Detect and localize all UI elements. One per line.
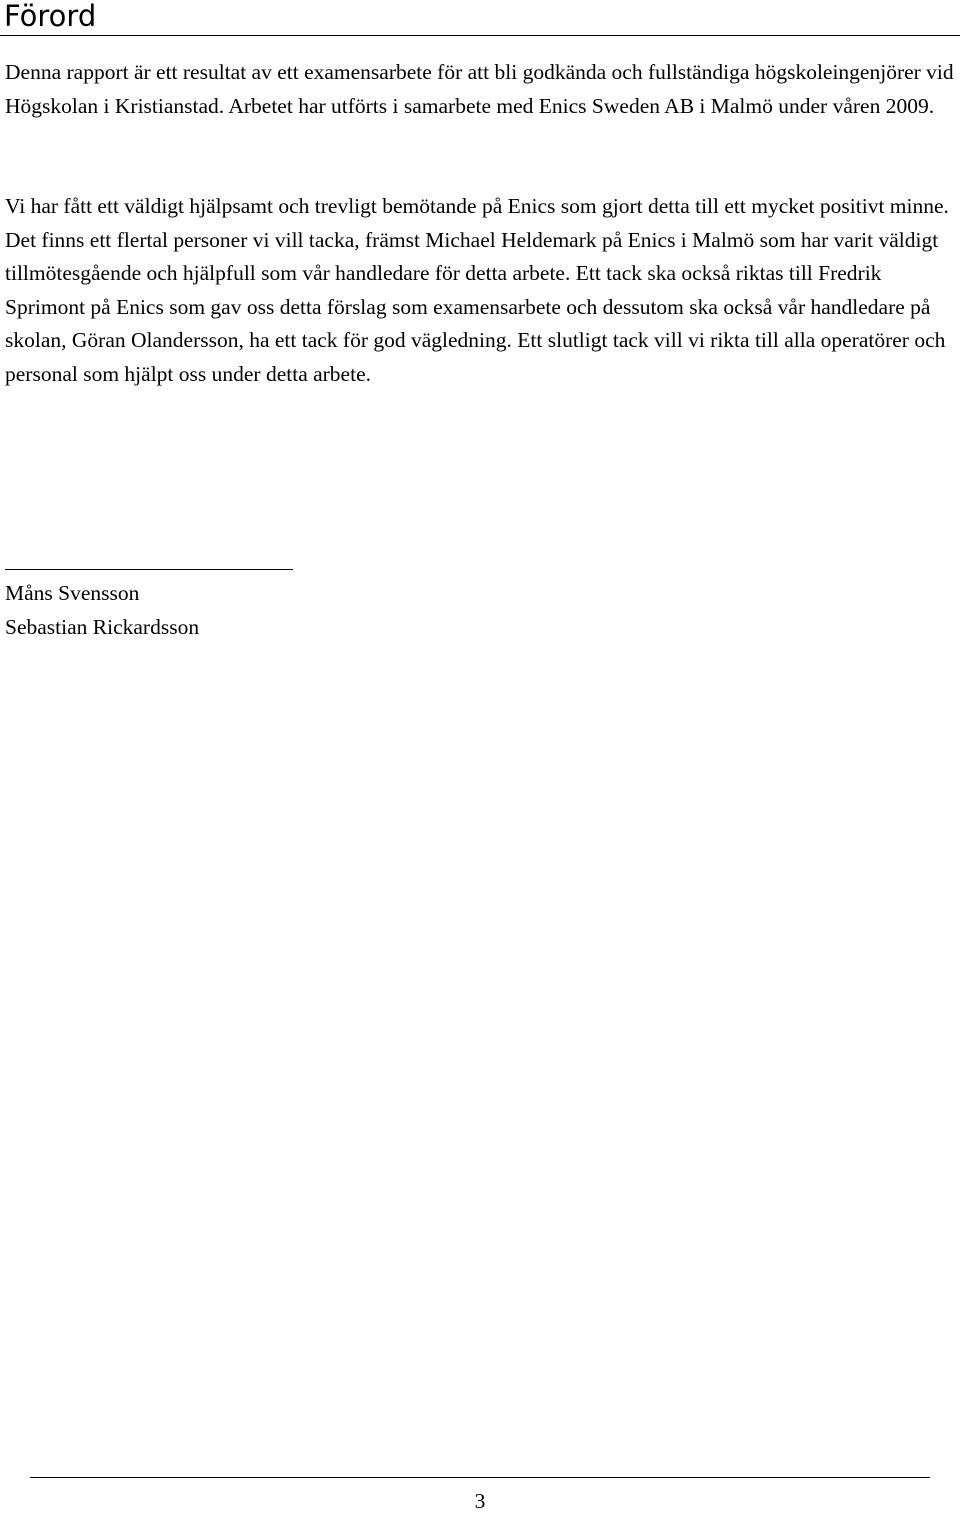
page-heading: Förord bbox=[4, 0, 97, 33]
page-number: 3 bbox=[474, 1489, 486, 1513]
paragraph-acknowledgements: Vi har fått ett väldigt hjälpsamt och trevligt bemötande på Enics som gjort detta till ett mycket positivt minne. Det finns ett flertal personer vi vill tacka, främst Michael Heldemark på Enics i Malmö som har varit väldigt tillmötesgående och hjälpfull som vår handledare för detta arbete. Ett tack ska också riktas till Fredrik Sprimont på Enics som gav oss detta förslag som examensarbete och dessutom ska också vår handledare på skolan, Göran Olandersson, ha ett tack för god vägledning. Ett slutligt tack vill vi rikta till alla operatörer och personal som hjälpt oss under detta arbete. bbox=[5, 194, 949, 386]
signature-name-1: Måns Svensson bbox=[5, 581, 140, 605]
signature-line bbox=[5, 569, 293, 570]
heading-rule bbox=[0, 35, 960, 36]
footer-rule bbox=[30, 1477, 930, 1478]
signature-name-2: Sebastian Rickardsson bbox=[5, 615, 200, 639]
paragraph-intro: Denna rapport är ett resultat av ett examensarbete för att bli godkända och fullständiga högskoleingenjörer vid Högskolan i Kristianstad. Arbetet har utförts i samarbete med Enics Sweden AB i Malmö under våren 2009. bbox=[5, 60, 954, 118]
